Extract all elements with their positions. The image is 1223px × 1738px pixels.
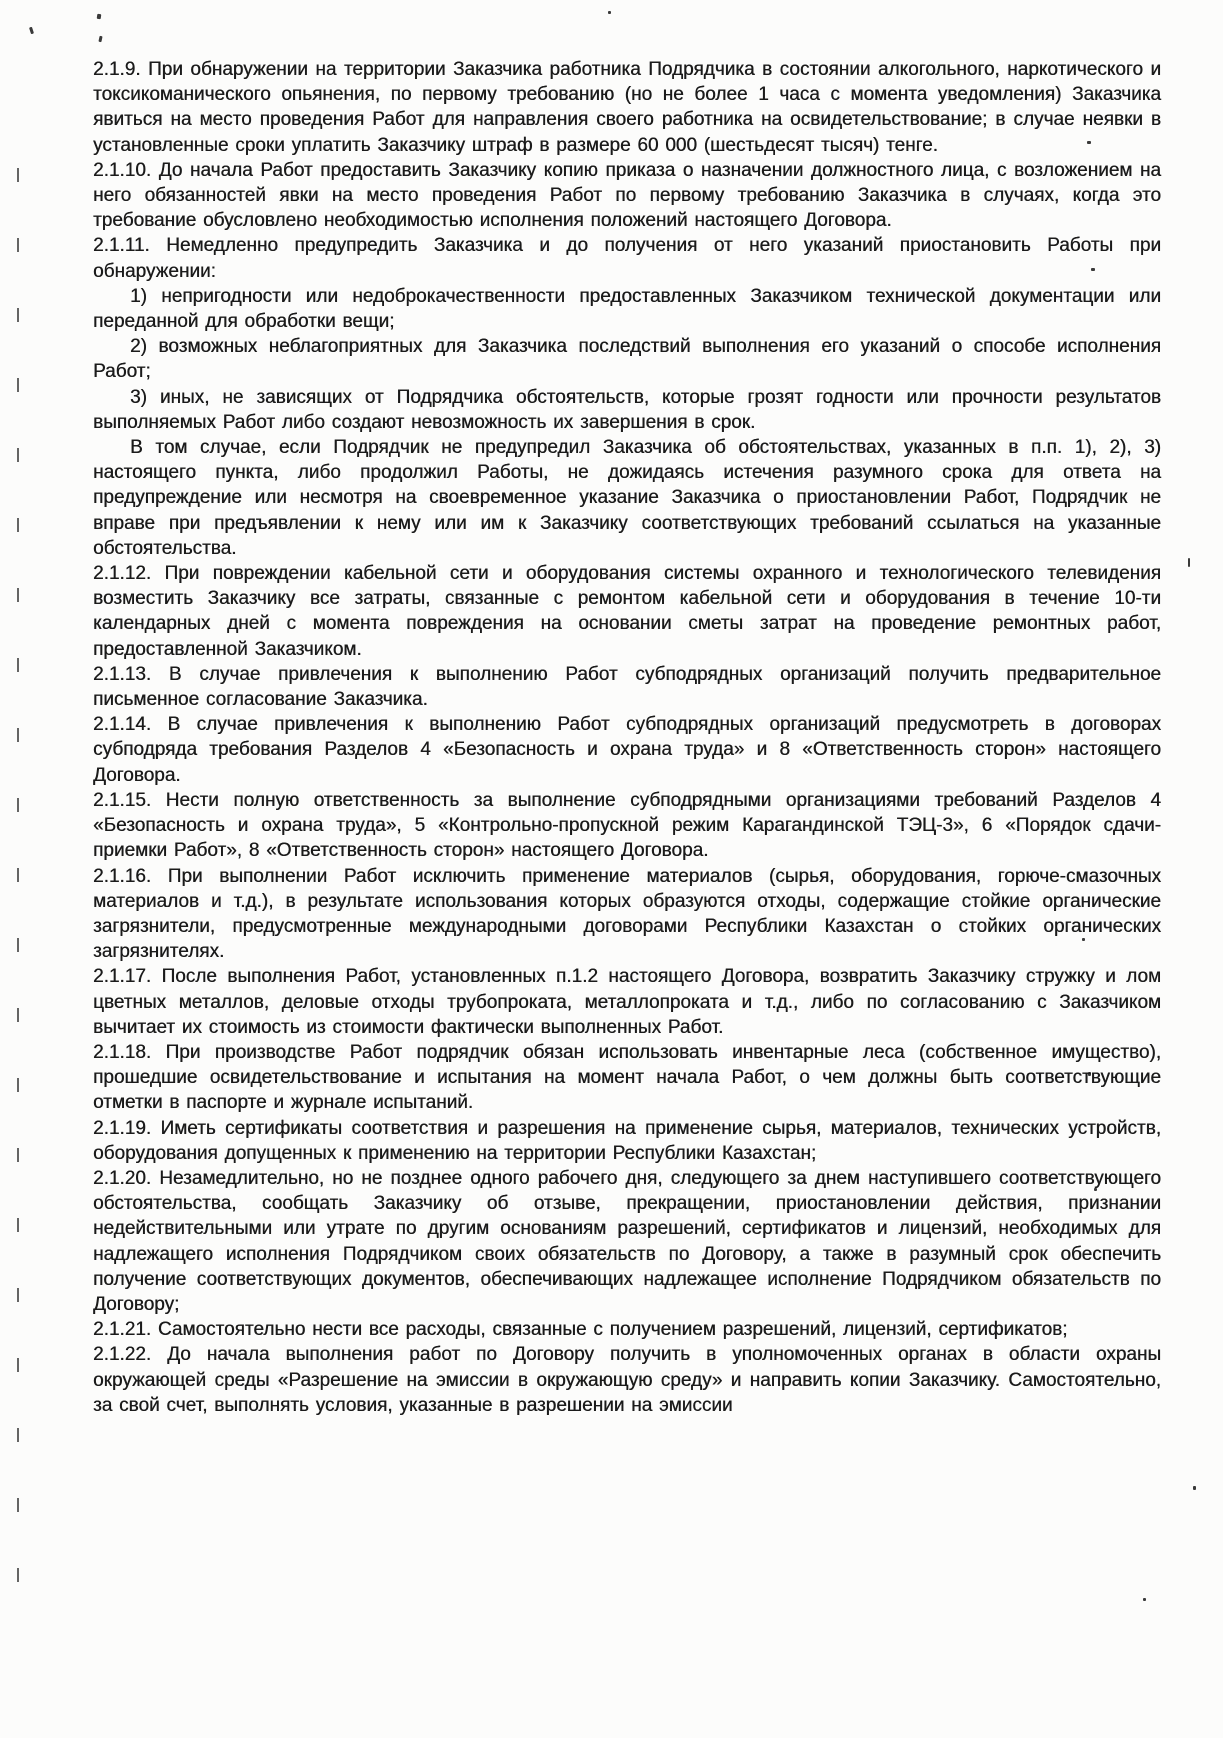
clause-2-1-13 xyxy=(93,662,1161,712)
clause-number: 2.1.9. xyxy=(93,59,148,80)
clause-text: После выполнения Работ, установленных п.1.2 настоящего Договора, возвратить Заказчику стружку и лом цветных металлов, деловые отходы трубопроката, металлопроката и т.д., либо по согласованию с Заказчиком вычитает их стоимость из стоимости фактически выполненных Работ. xyxy=(93,966,1162,1038)
clause-2-1-15 xyxy=(93,788,1161,864)
paragraph: В том случае, если Подрядчик не предупредил Заказчика об обстоятельствах, указанных в п.п. 1), 2), 3) настоящего пункта, либо продолжил Работы, не дожидаясь истечения разумного срока для ответа на предупреждение или несмотря на своевременное указание Заказчика о приостановлении Работ, Подрядчик не вправе при предъявлении к нему или им к Заказчику соответствующих требований ссылаться на указанные обстоятельства. xyxy=(93,437,1161,559)
clause-text: До начала Работ предоставить Заказчику копию приказа о назначении должностного лица, с возложением на него обязанностей явки на место проведения Работ по первому требованию Заказчика в случаях, когда это требование обусловлено необходимостью исполнения положений настоящего Договора. xyxy=(93,159,1161,232)
scan-speck xyxy=(29,27,34,35)
clause-number: 2.1.21. xyxy=(93,1319,158,1341)
clause-text: возможных неблагоприятных для Заказчика последствий выполнения его указаний о способе исполнения Работ; xyxy=(93,336,1161,383)
clause-2 xyxy=(93,334,1161,384)
clause-text: При повреждении кабельной сети и оборудования системы охранного и технологического телевидения возместить Заказчику все затраты, связанные с ремонтом кабельной сети и оборудования в течение 10-ти календарных дней с момента повреждения на основании сметы затрат на проведение ремонтных работ, предоставленной Заказчиком. xyxy=(93,563,1161,660)
clause-number: 2.1.16. xyxy=(93,865,168,887)
clause-number: 2.1.17. xyxy=(93,966,162,988)
clause-number: 2.1.13. xyxy=(93,663,169,685)
clause-1 xyxy=(93,284,1161,334)
clause-2-1-22 xyxy=(93,1342,1161,1418)
clause-2-1-11 xyxy=(93,233,1161,283)
left-margin-dashed-line xyxy=(17,168,19,1633)
clause-text: Нести полную ответственность за выполнение субподрядными организациями требований Разделов 4 «Безопасность и охрана труда», 5 «Контрольно-пропускной режим Карагандинской ТЭЦ-3», 6 «Порядок сдачи-приемки Работ», 8 «Ответственность сторон» настоящего Договора. xyxy=(93,789,1161,862)
clause-text: Незамедлительно, но не позднее одного рабочего дня, следующего за днем наступившего соответствующего обстоятельства, сообщать Заказчику об отзыве, прекращении, приостановлении действия, признании недействительными или утрате по другим основаниям разрешений, сертификатов и лицензий, необходимых для надлежащего исполнения Подрядчиком своих обязательств по Договору, а также в разумный срок обеспечить получение соответствующих документов, обеспечивающих надлежащее исполнение Подрядчиком обязательств по Договору; xyxy=(93,1167,1162,1315)
clause-2-1-14 xyxy=(93,712,1161,788)
clause-number: 3) xyxy=(130,386,160,408)
clause-2-1-21 xyxy=(93,1317,1161,1342)
clause-3 xyxy=(93,385,1161,435)
scan-speck xyxy=(1143,1598,1146,1601)
clause-text: Иметь сертификаты соответствия и разрешения на применение сырья, материалов, технических устройств, оборудования допущенных к применению на территории Республики Казахстан; xyxy=(93,1117,1161,1164)
scan-speck xyxy=(1193,1486,1196,1490)
clause-number: 1) xyxy=(130,285,162,307)
scan-speck xyxy=(1188,558,1190,567)
clause-text: В случае привлечения к выполнению Работ субподрядных организаций предусмотреть в договорах субподряда требования Разделов 4 «Безопасность и охрана труда» и 8 «Ответственность сторон» настоящего Договора. xyxy=(93,714,1161,786)
clause-number: 2.1.11. xyxy=(93,235,167,257)
clause-text: иных, не зависящих от Подрядчика обстоятельств, которые грозят годности или прочности результатов выполняемых Работ либо создают невозможность их завершения в срок. xyxy=(93,386,1161,433)
clause-number: 2.1.18. xyxy=(93,1041,166,1063)
clause-2-1-12 xyxy=(93,561,1161,662)
clause-text: При выполнении Работ исключить применение материалов (сырья, оборудования, горюче-смазочных материалов и т.д.), в результате использования которых образуются отходы, содержащие стойкие органические загрязнители, предусмотренные международными договорами Республики Казахстан о стойких органических загрязнителях. xyxy=(93,865,1162,963)
clause-text: непригодности или недоброкачественности предоставленных Заказчиком технической документации или переданной для обработки вещи; xyxy=(93,285,1161,333)
clause-number: 2.1.15. xyxy=(93,789,166,811)
clause-2-1-10 xyxy=(93,158,1161,234)
clause-text: При обнаружении на территории Заказчика работника Подрядчика в состоянии алкогольного, наркотического и токсикоманического опьянения, по первому требованию (но не более 1 часа с момента уведомления) Заказчика явиться на место проведения Работ для направления своего работника на освидетельствование; в случае неявки в установленные сроки уплатить Заказчику штраф в размере 60 000 (шестьдесят тысяч) тенге. xyxy=(93,59,1161,156)
scan-speck xyxy=(98,36,102,42)
clause-text: Немедленно предупредить Заказчика и до получения от него указаний приостановить Работы при обнаружении: xyxy=(93,235,1161,282)
clause-text: Самостоятельно нести все расходы, связанные с получением разрешений, лицензий, сертификатов; xyxy=(157,1319,1068,1341)
clause-2-1-17 xyxy=(93,964,1161,1040)
clause-text: До начала выполнения работ по Договору получить в уполномоченных органах в области охраны окружающей среды «Разрешение на эмиссии в окружающую среду» и направить копии Заказчику. Самостоятельно, за свой счет, выполнять условия, указанные в разрешении на эмиссии xyxy=(93,1344,1161,1416)
clause-number: 2) xyxy=(130,336,159,358)
clause-text: В случае привлечения к выполнению Работ субподрядных организаций получить предварительное письменное согласование Заказчика. xyxy=(93,663,1161,711)
clause-number: 2.1.19. xyxy=(93,1117,161,1139)
clause-number: 2.1.20. xyxy=(93,1167,160,1189)
clause-2-1-9 xyxy=(93,57,1161,158)
scan-speck xyxy=(608,11,611,14)
clause-2-1-18 xyxy=(93,1040,1161,1116)
clause-number: 2.1.10. xyxy=(93,159,159,181)
clause-2-1-19 xyxy=(93,1116,1161,1166)
contract-clauses xyxy=(93,57,1161,1418)
clause-text: При производстве Работ подрядчик обязан использовать инвентарные леса (собственное имущество), прошедшие освидетельствование и испытания на момент начала Работ, о чем должны быть соответствующие отметки в паспорте и журнале испытаний. xyxy=(93,1041,1161,1114)
clause-number: 2.1.14. xyxy=(93,714,168,736)
clause-2-1-16 xyxy=(93,864,1161,965)
clause-number: 2.1.12. xyxy=(93,563,165,585)
clause-number: 2.1.22. xyxy=(93,1344,168,1366)
scan-speck xyxy=(97,14,102,20)
clause-2-1-20 xyxy=(93,1166,1161,1317)
